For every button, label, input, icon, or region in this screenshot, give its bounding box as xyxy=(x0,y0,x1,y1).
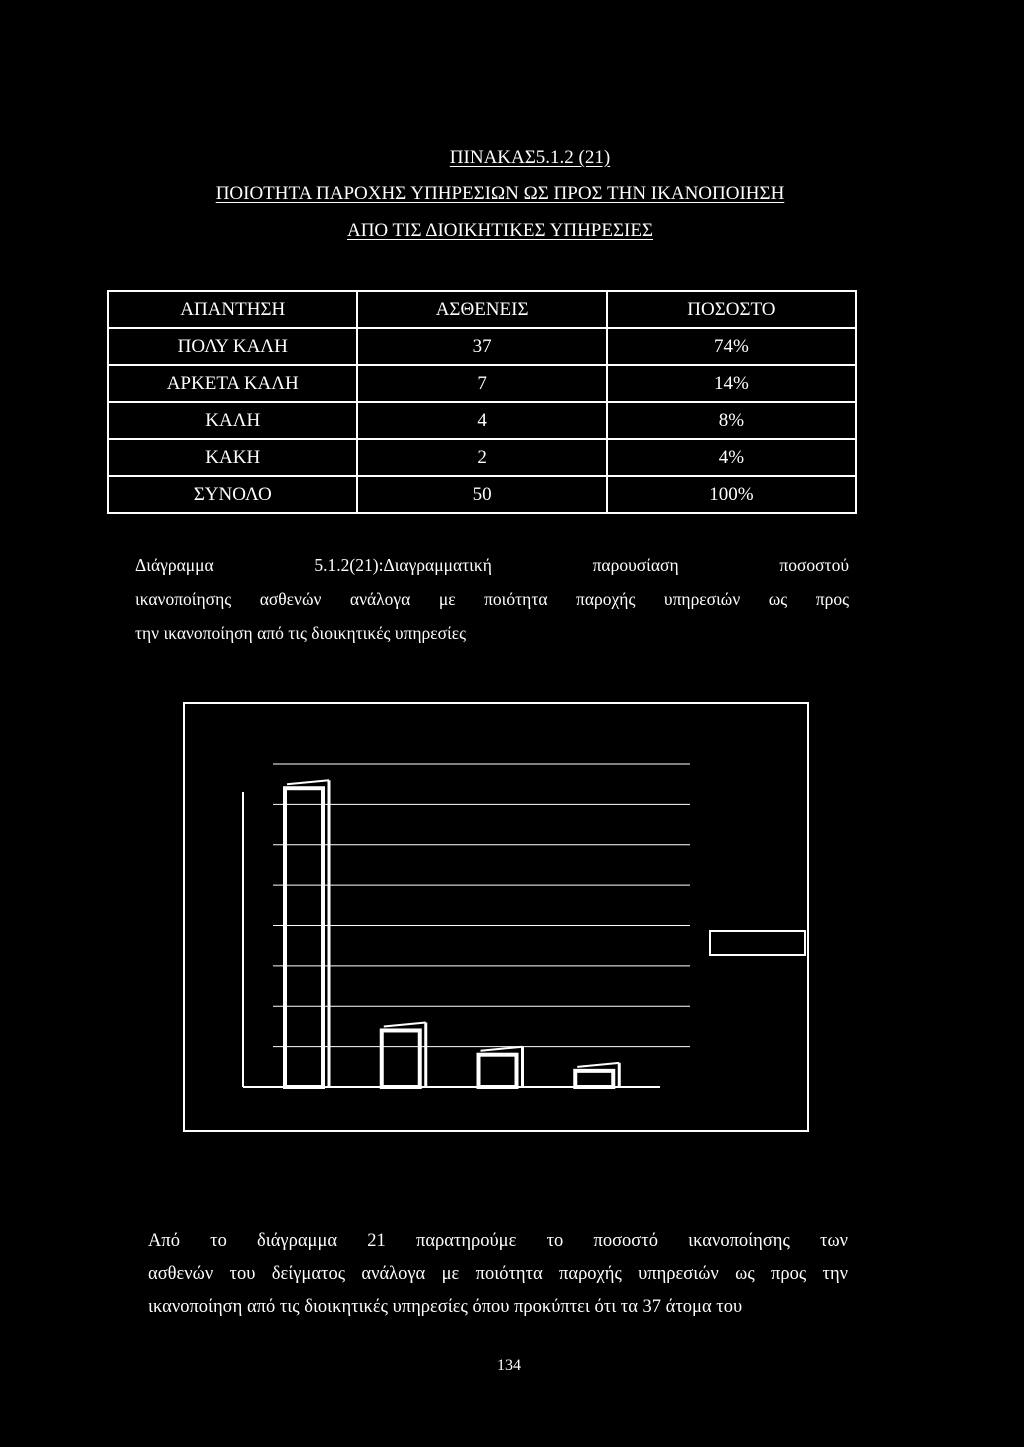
header-cell: ΑΠΑΝΤΗΣΗ xyxy=(108,291,357,328)
table-header-row xyxy=(108,291,856,328)
header-cell: ΑΣΘΕΝΕΙΣ xyxy=(357,291,606,328)
table-cell: 50 xyxy=(357,476,606,513)
caption-word: ποσοστού xyxy=(779,555,850,575)
paragraph-line: Από το διάγραμμα 21 παρατηρούμε το ποσοστό ικανοποίησης των xyxy=(148,1231,848,1251)
table-row xyxy=(108,365,856,402)
figure-caption xyxy=(135,548,849,650)
table-cell: 100% xyxy=(607,476,856,513)
legend-box xyxy=(710,931,805,955)
table-row xyxy=(108,328,856,365)
table-cell: 14% xyxy=(607,365,856,402)
results-table xyxy=(107,290,857,514)
bar-top xyxy=(384,1022,426,1026)
table-cell: 37 xyxy=(357,328,606,365)
table-cell: 4% xyxy=(607,439,856,476)
caption-line-3: την ικανοποίηση από τις διοικητικές υπηρεσίες xyxy=(135,623,467,643)
table-cell: ΠΟΛΥ ΚΑΛΗ xyxy=(108,328,357,365)
bar-top xyxy=(287,780,329,784)
bar xyxy=(382,1030,420,1087)
table-row xyxy=(108,439,856,476)
body-paragraph xyxy=(148,1225,848,1324)
table-row xyxy=(108,402,856,439)
table-cell: ΚΑΛΗ xyxy=(108,402,357,439)
table-title-line-2: ΑΠΟ ΤΙΣ ΔΙΟΙΚΗΤΙΚΕΣ ΥΠΗΡΕΣΙΕΣ xyxy=(346,220,654,241)
caption-line-2: ικανοποίησης ασθενών ανάλογα με ποιότητα παροχής υπηρεσιών ως προς xyxy=(135,589,849,609)
bar-top xyxy=(577,1063,619,1067)
table-cell: 74% xyxy=(607,328,856,365)
table-cell: ΣΥΝΟΛΟ xyxy=(108,476,357,513)
table-cell: 7 xyxy=(357,365,606,402)
table-total-row xyxy=(108,476,856,513)
caption-line-1 xyxy=(135,548,849,582)
caption-word: παρουσίαση xyxy=(592,555,679,575)
paragraph-line: ασθενών του δείγματος ανάλογα με ποιότητα παροχής υπηρεσιών ως προς την xyxy=(148,1264,848,1284)
bar-chart xyxy=(185,704,807,1130)
table-cell: ΑΡΚΕΤΑ ΚΑΛΗ xyxy=(108,365,357,402)
table-cell: 4 xyxy=(357,402,606,439)
bar xyxy=(479,1055,517,1087)
table-title-line-1: ΠΟΙΟΤΗΤΑ ΠΑΡΟΧΗΣ ΥΠΗΡΕΣΙΩΝ ΩΣ ΠΡΟΣ ΤΗΝ ΙΚΑΝΟΠΟΙΗΣΗ xyxy=(215,183,785,204)
bar xyxy=(285,788,323,1087)
table-cell: 2 xyxy=(357,439,606,476)
chart-frame xyxy=(183,702,809,1132)
caption-number: 5.1.2(21):Διαγραμματική xyxy=(314,555,492,575)
table-cell: 8% xyxy=(607,402,856,439)
table-cell: ΚΑΚΗ xyxy=(108,439,357,476)
bar xyxy=(575,1071,613,1087)
page-number: 134 xyxy=(497,1357,521,1374)
header-cell: ΠΟΣΟΣΤΟ xyxy=(607,291,856,328)
bar-top xyxy=(481,1047,523,1051)
table-number-title: ΠΙΝΑΚΑΣ5.1.2 (21) xyxy=(449,147,611,168)
caption-label: Διάγραμμα xyxy=(135,555,214,575)
paragraph-line: ικανοποίηση από τις διοικητικές υπηρεσίες όπου προκύπτει ότι τα 37 άτομα του xyxy=(148,1297,743,1317)
